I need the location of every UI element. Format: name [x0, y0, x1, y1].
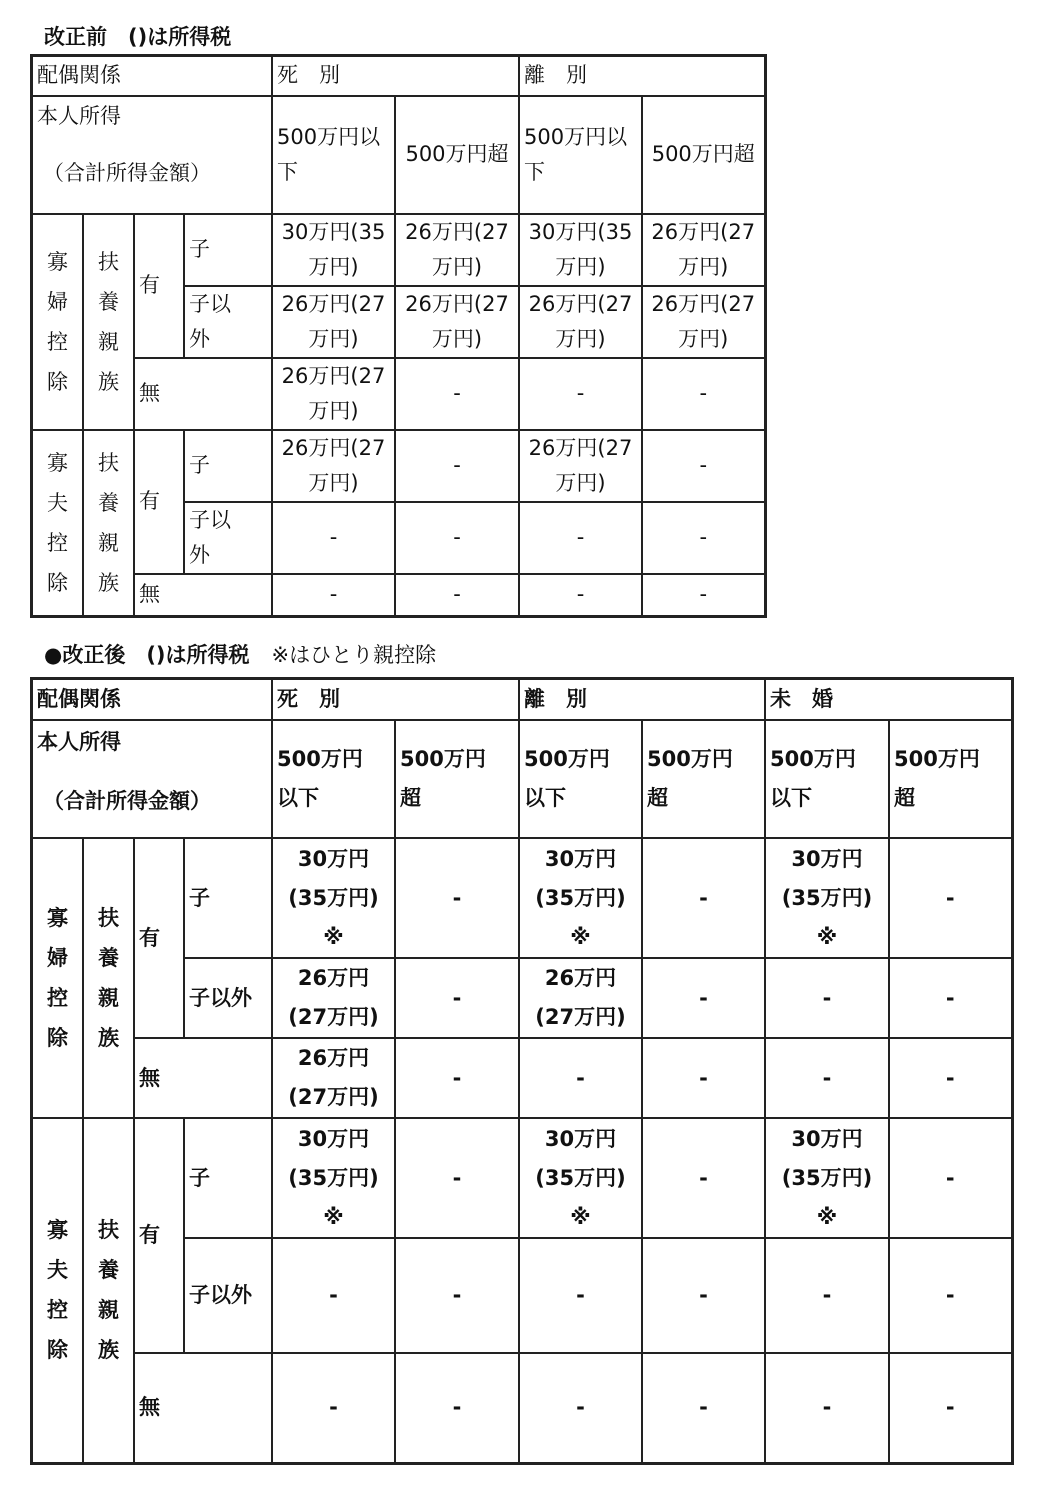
- before-cell: 26万円(27万円): [395, 214, 519, 286]
- after-table: [30, 677, 1014, 1465]
- divorce-over-500: 500万円超: [642, 720, 765, 838]
- widower-deduction-label: 寡夫控除: [32, 1118, 84, 1463]
- before-table: [30, 54, 767, 618]
- before-cell: 26万円(27万円): [642, 214, 765, 286]
- child-label: 子: [184, 838, 272, 958]
- after-cell: -: [889, 1118, 1012, 1238]
- after-cell: -: [642, 1038, 765, 1118]
- relation-header: 配偶関係: [32, 56, 273, 96]
- after-cell: -: [642, 838, 765, 958]
- dependents-label: 扶養親族: [83, 430, 134, 617]
- before-cell: -: [272, 574, 395, 617]
- before-cell: -: [642, 430, 765, 502]
- after-cell: 30万円(35万円)※: [519, 1118, 642, 1238]
- death-over-500: 500万円超: [395, 720, 519, 838]
- non-child-label: 子以外: [184, 958, 272, 1038]
- before-cell: 26万円(27万円): [519, 430, 642, 502]
- widow-deduction-label: 寡婦控除: [32, 838, 84, 1118]
- after-cell: 26万円(27万円): [272, 1038, 395, 1118]
- after-cell: -: [519, 1238, 642, 1353]
- before-cell: -: [519, 502, 642, 574]
- relation-header: 配偶関係: [32, 679, 273, 721]
- yes-label: 有: [134, 838, 184, 1038]
- before-cell: -: [519, 574, 642, 617]
- before-cell: -: [642, 358, 765, 430]
- after-cell: 30万円(35万円)※: [519, 838, 642, 958]
- before-cell: 30万円(35万円): [272, 214, 395, 286]
- after-cell: -: [889, 838, 1012, 958]
- before-cell: -: [642, 574, 765, 617]
- before-cell: 26万円(27万円): [272, 430, 395, 502]
- after-cell: 26万円(27万円): [519, 958, 642, 1038]
- divorce-under-500: 500万円以下: [519, 96, 642, 214]
- before-title: 改正前 ()は所得税: [44, 25, 232, 49]
- before-cell: 26万円(27万円): [395, 286, 519, 358]
- before-cell: -: [272, 502, 395, 574]
- unmarried-under-500: 500万円以下: [765, 720, 889, 838]
- after-cell: -: [395, 1238, 519, 1353]
- after-cell: 30万円(35万円)※: [765, 838, 889, 958]
- after-note: ※はひとり親控除: [271, 643, 437, 667]
- before-cell: -: [395, 502, 519, 574]
- dependents-label: 扶養親族: [83, 1118, 134, 1463]
- after-cell: -: [642, 1118, 765, 1238]
- income-header-line2: （合計所得金額）: [43, 789, 211, 813]
- child-label: 子: [184, 430, 272, 502]
- before-cell: 26万円(27万円): [642, 286, 765, 358]
- child-label: 子: [184, 214, 272, 286]
- yes-label: 有: [134, 430, 184, 574]
- after-cell: 30万円(35万円)※: [272, 838, 395, 958]
- after-cell: -: [642, 958, 765, 1038]
- income-header: [32, 720, 273, 838]
- after-cell: -: [765, 1238, 889, 1353]
- after-cell: 30万円(35万円)※: [765, 1118, 889, 1238]
- death-over-500: 500万円超: [395, 96, 519, 214]
- divorce-header: 離 別: [519, 56, 765, 96]
- divorce-over-500: 500万円超: [642, 96, 765, 214]
- death-header: 死 別: [272, 56, 519, 96]
- before-cell: 30万円(35万円): [519, 214, 642, 286]
- no-label: 無: [134, 1353, 272, 1463]
- income-header-line1: 本人所得: [37, 730, 121, 754]
- yes-label: 有: [134, 214, 184, 358]
- after-cell: 30万円(35万円)※: [272, 1118, 395, 1238]
- after-cell: -: [765, 1353, 889, 1463]
- before-cell: 26万円(27万円): [272, 286, 395, 358]
- death-under-500: 500万円以下: [272, 96, 395, 214]
- after-cell: -: [889, 1038, 1012, 1118]
- death-under-500: 500万円以下: [272, 720, 395, 838]
- after-cell: -: [889, 1238, 1012, 1353]
- after-cell: -: [519, 1353, 642, 1463]
- unmarried-over-500: 500万円超: [889, 720, 1012, 838]
- after-cell: -: [642, 1238, 765, 1353]
- divorce-under-500: 500万円以下: [519, 720, 642, 838]
- yes-label: 有: [134, 1118, 184, 1353]
- before-cell: -: [395, 430, 519, 502]
- after-cell: -: [519, 1038, 642, 1118]
- income-header-line2: （合計所得金額）: [43, 160, 211, 185]
- after-cell: -: [765, 1038, 889, 1118]
- after-cell: -: [765, 958, 889, 1038]
- non-child-label: 子以外: [184, 1238, 272, 1353]
- non-child-label: 子以外: [184, 286, 272, 358]
- after-title: [44, 642, 436, 668]
- no-label: 無: [134, 574, 272, 617]
- income-header: [32, 96, 273, 214]
- divorce-header: 離 別: [519, 679, 765, 721]
- death-header: 死 別: [272, 679, 519, 721]
- after-cell: -: [395, 1118, 519, 1238]
- after-title-text: ●改正後 ()は所得税: [44, 643, 250, 667]
- before-cell: -: [642, 502, 765, 574]
- after-cell: -: [272, 1353, 395, 1463]
- after-cell: -: [395, 1353, 519, 1463]
- after-cell: -: [272, 1238, 395, 1353]
- before-cell: 26万円(27万円): [272, 358, 395, 430]
- before-cell: -: [395, 574, 519, 617]
- dependents-label: 扶養親族: [83, 214, 134, 430]
- widow-deduction-label: 寡婦控除: [32, 214, 84, 430]
- after-cell: -: [395, 838, 519, 958]
- before-cell: 26万円(27万円): [519, 286, 642, 358]
- after-cell: 26万円(27万円): [272, 958, 395, 1038]
- after-cell: -: [395, 958, 519, 1038]
- child-label: 子: [184, 1118, 272, 1238]
- after-cell: -: [395, 1038, 519, 1118]
- after-cell: -: [889, 1353, 1012, 1463]
- before-cell: -: [519, 358, 642, 430]
- dependents-label: 扶養親族: [83, 838, 134, 1118]
- after-cell: -: [889, 958, 1012, 1038]
- no-label: 無: [134, 1038, 272, 1118]
- non-child-label: 子以外: [184, 502, 272, 574]
- unmarried-header: 未 婚: [765, 679, 1012, 721]
- before-cell: -: [395, 358, 519, 430]
- widower-deduction-label: 寡夫控除: [32, 430, 84, 617]
- income-header-line1: 本人所得: [37, 103, 121, 128]
- after-cell: -: [642, 1353, 765, 1463]
- no-label: 無: [134, 358, 272, 430]
